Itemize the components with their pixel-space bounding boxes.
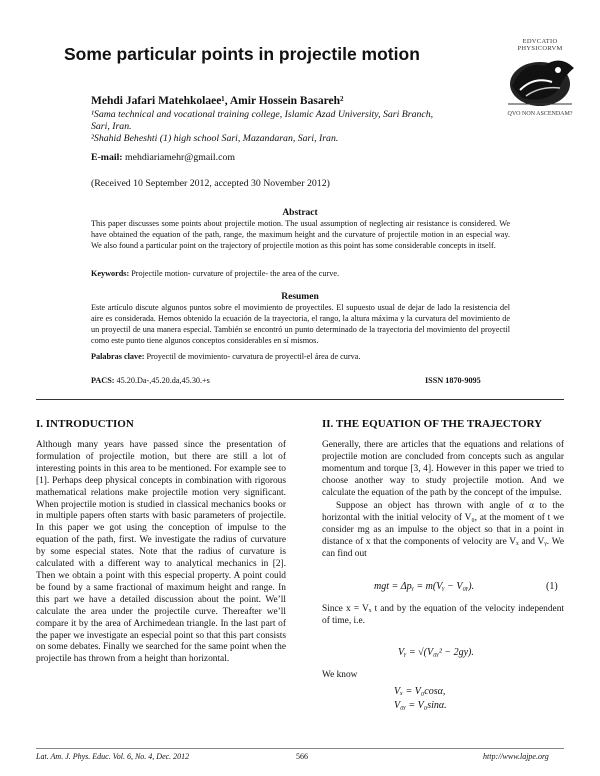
section-2-para-2: Suppose an object has thrown with angle of α to the horizontal with the initial velocity of V₀, at the moment of t we consider mg as an impulse to the object so that in a point in distance of x that the components of velocity are Vₓ and Vᵧ. We can find out xyxy=(322,501,564,559)
footer-divider xyxy=(36,748,564,749)
equation-4: V₀ᵧ = V₀sinα. xyxy=(394,700,447,711)
pacs-line xyxy=(91,376,210,385)
affiliation-2: ²Shahid Beheshti (1) high school Sari, Mazandaran, Sari, Iran. xyxy=(91,133,339,144)
affiliation-1-cont: Sari, Iran. xyxy=(91,121,132,132)
palabras-label: Palabras clave: xyxy=(91,352,145,361)
logo-top-text: EDVCATIO PHYSICORVM xyxy=(517,38,563,52)
palabras-text: Proyectil de movimiento- curvatura de proyectil-el área de curva. xyxy=(144,352,361,361)
logo-emblem-icon xyxy=(500,46,580,116)
pacs-label: PACS: xyxy=(91,376,115,385)
journal-logo xyxy=(500,38,580,120)
section-1-heading: I. INTRODUCTION xyxy=(36,418,134,430)
affiliation-1: ¹Sama technical and vocational training college, Islamic Azad University, Sari Branch, xyxy=(91,109,434,120)
footer-journal: Lat. Am. J. Phys. Educ. Vol. 6, No. 4, Dec. 2012 xyxy=(36,752,190,761)
issn: ISSN 1870-9095 xyxy=(425,376,481,385)
keywords-text: Projectile motion- curvature of projectile- the area of the curve. xyxy=(129,269,340,278)
abstract-heading: Abstract xyxy=(282,208,318,218)
page-number: 566 xyxy=(296,752,308,761)
keywords-line xyxy=(91,269,339,278)
resumen-text: Este artículo discute algunos puntos sobre el movimiento de proyectiles. El supuesto usual de dejar de lado la resistencia del aire es considerada. Hemos obtenido la ecuación de la trayectoria, el rango, la altura máxima y la curvatura del movimiento de un proyectil de una manera especial. También se encontró un punto determinado de la trayectoria del movimiento del proyectil como este punto tiene algunos conceptos considerables en sí mismos. xyxy=(91,303,510,345)
palabras-line xyxy=(91,352,360,361)
we-know-text: We know xyxy=(322,670,358,680)
pacs-codes: 45.20.Da-,45.20.da,45.30.+s xyxy=(114,376,210,385)
equation-1: mgt = Δpᵧ = m(Vᵧ − V₀ᵧ). xyxy=(374,581,475,592)
paper-title: Some particular points in projectile motion xyxy=(64,44,420,64)
equation-3: Vₓ = V₀cosα, xyxy=(394,686,446,697)
abstract-text: This paper discusses some points about projectile motion. The usual assumption of neglecting air resistance is considered. We have obtained the equation of the path, range, the maximum height and the curvature of projectile motion in an especial way. We also found a particular point on the trajectory of projectile motion as this point has some considerable concepts in itself. xyxy=(91,219,510,250)
email-label: E-mail: xyxy=(91,152,123,163)
section-1-text: Although many years have passed since the presentation of formulation of projectile motion, but there are still a lot of interesting points in this area to be mentioned. For example see to [1]. Perhaps deep physical concepts in combination with rigorous mathematical relations make projectile motion very significant. When projectile motion is studied in classical mechanics books or in multiple papers often starts with basic parameters of projectile. In this paper we got using the conception of impulse to the equation of the path, first. We investigate the radius of curvature by some especial states. Note that the radius of curvature is calculated with a different way to analytical mechanics in [2]. Then we obtain a point with this especial property. A point could be found by a same fractional of maximum height and range. In this part we have a detailed discussion about the point. We’ll calculate the area under the projectile curve. Thereafter we’ll compare it by the area of Archimedean triangle. In the last part of the paper we investigate an especial point so that this part consists on some debates. Finally we searched for the same point when the projectile has thrown from a height than horizontal. xyxy=(36,440,286,665)
email-line xyxy=(91,152,235,163)
resumen-heading: Resumen xyxy=(281,292,319,302)
keywords-label: Keywords: xyxy=(91,269,130,278)
since-text: Since x = Vₓ t and by the equation of the velocity independent of time, i.e. xyxy=(322,604,564,626)
equation-1-number: (1) xyxy=(546,581,558,592)
header-divider xyxy=(36,399,564,400)
section-2-para-1: Generally, there are articles that the equations and relations of projectile motion are concluded from concepts such as angular momentum and torque [3, 4]. However in this paper we tried to choose another way to study projectile motion. And we calculate the equation of the path by the concept of the impulse. xyxy=(322,440,564,498)
equation-2: Vᵧ = √(V₀ᵧ² − 2gy). xyxy=(398,647,474,658)
authors: Mehdi Jafari Matehkolaee¹, Amir Hossein Basareh² xyxy=(91,95,344,107)
received-dates: (Received 10 September 2012, accepted 30 November 2012) xyxy=(91,178,330,189)
logo-bottom-text: QVO NON ASCENDAM? xyxy=(507,111,573,117)
email-address[interactable]: mehdiariamehr@gmail.com xyxy=(122,152,235,163)
section-2-heading: II. THE EQUATION OF THE TRAJECTORY xyxy=(322,418,543,430)
footer-url[interactable]: http://www.lajpe.org xyxy=(483,752,549,761)
